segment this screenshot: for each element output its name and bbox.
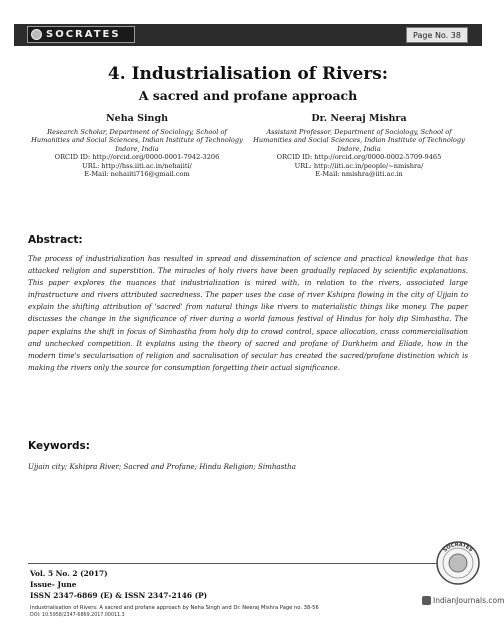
author-url[interactable]: URL: http://iiti.ac.in/people/~nmishra/ [294, 161, 424, 170]
abstract-text: The process of industrialization has resulted in spread and dissemination of science and practical knowledge that has attacked religion and superstition. The miracles of holy rivers have been gradually replaced by scientific explanations. This paper explores the nuances that industrialization is mired with, in relation to the rivers, associated large infrastructure and rivers attributed sacredness. The paper uses the case of river Kshipra flowing in the city of Ujjain to explain the shifting attribution of 'sacred' from natural things like rivers to materialistic things like money. The paper discusses the change in the significance of river during a world famous festival of Hindus for holy dip Simhastha. The paper explains the shift in focus of Simhastha from holy dip to crowd control, space allocation, crass commercialisation and unchecked competition. It explains using the theory of sacred and profane of Durkheim and Eliade, how in the modern time's secularisation of religion and sacralisation of secular has created the sacred/profane distinction which is making the rivers only the source for consumption forgetting their actual significance. [28, 254, 468, 372]
citation-line: Industrialisation of Rivers: A sacred and profane approach by Neha Singh and Dr. Neeraj Mishra Page no. 38-56 [30, 605, 319, 611]
author-orcid[interactable]: ORCID ID: http://orcid.org/0000-0002-5709-9465 [276, 153, 442, 162]
volume-info: Vol. 5 No. 2 (2017) [30, 569, 108, 578]
issue-info: Issue- June [30, 580, 77, 589]
socrates-seal-icon [435, 540, 481, 586]
author-email[interactable]: E-Mail: nehaiiti716@gmail.com [84, 170, 190, 179]
author-name: Dr. Neeraj Mishra [311, 113, 407, 124]
author-block-2 [250, 113, 468, 178]
author-affiliation: Research Scholar, Department of Sociology, School of Humanities and Social Sciences, Indian Institute of Technology Indore, India [31, 128, 243, 153]
publisher-logo-text: IndianJournals.com [433, 596, 504, 605]
footer-divider [28, 563, 468, 564]
logo-emblem-icon [31, 29, 42, 40]
author-email[interactable]: E-Mail: nmishra@iiti.ac.in [315, 170, 403, 179]
doi-line[interactable]: DOI: 10.5958/2347-6869.2017.00011.3 [30, 613, 125, 618]
publisher-logo [422, 596, 504, 605]
issn-info: ISSN 2347-6869 (E) & ISSN 2347-2146 (P) [30, 591, 208, 600]
journal-logo [27, 26, 135, 43]
author-block-1 [28, 113, 246, 178]
keywords-heading: Keywords: [28, 440, 90, 452]
author-url[interactable]: URL: http://hss.iiti.ac.in/nehaiiti/ [82, 161, 192, 170]
author-affiliation: Assistant Professor, Department of Sociology, School of Humanities and Social Sciences, Indian Institute of Technology Indore, India [253, 128, 465, 153]
keywords-text: Ujjain city; Kshipra River; Sacred and Profane; Hindu Religion; Simhastha [28, 462, 296, 471]
publisher-mark-icon [422, 596, 431, 605]
author-orcid[interactable]: ORCID ID: http://orcid.org/0000-0001-7942-3206 [54, 153, 220, 162]
page-number: Page No. 38 [406, 27, 468, 43]
journal-logo-text: SOCRATES [46, 29, 121, 40]
article-subtitle: A sacred and profane approach [138, 88, 358, 103]
seal-text: SOCRATES [442, 541, 474, 554]
author-name: Neha Singh [105, 113, 169, 124]
article-title: 4. Industrialisation of Rivers: [107, 64, 389, 84]
abstract-heading: Abstract: [28, 234, 83, 246]
